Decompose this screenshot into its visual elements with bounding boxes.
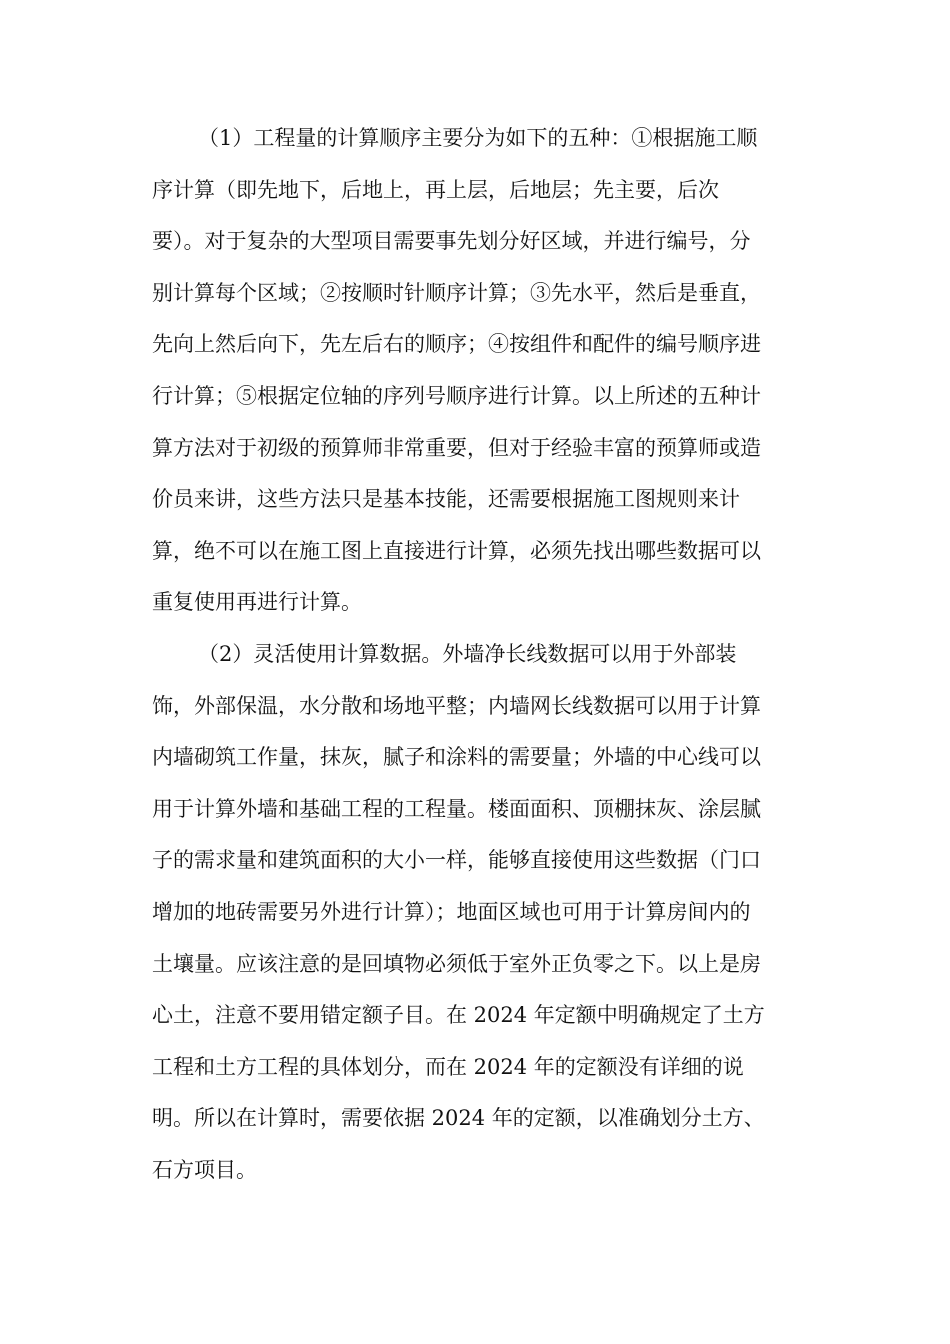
text-line: 工程和土方工程的具体划分，而在 2024 年的定额没有详细的说 bbox=[152, 1054, 744, 1079]
text-line: 内墙砌筑工作量，抹灰，腻子和涂料的需要量；外墙的中心线可以 bbox=[152, 745, 761, 770]
text-line: 石方项目。 bbox=[152, 1157, 257, 1182]
text-line: 行计算；⑤根据定位轴的序列号顺序进行计算。以上所述的五种计 bbox=[152, 383, 761, 408]
text-line: 要）。对于复杂的大型项目需要事先划分好区域，并进行编号，分 bbox=[152, 229, 751, 254]
text-line: 先向上然后向下，先左后右的顺序；④按组件和配件的编号顺序进 bbox=[152, 332, 761, 357]
text-line: 用于计算外墙和基础工程的工程量。楼面面积、顶棚抹灰、涂层腻 bbox=[152, 796, 761, 821]
text-line: 增加的地砖需要另外进行计算）；地面区域也可用于计算房间内的 bbox=[152, 899, 751, 924]
text-line: 算方法对于初级的预算师非常重要，但对于经验丰富的预算师或造 bbox=[152, 435, 761, 460]
text-line: 心土，注意不要用错定额子目。在 2024 年定额中明确规定了土方 bbox=[152, 1003, 765, 1028]
text-line: 价员来讲，这些方法只是基本技能，还需要根据施工图规则来计 bbox=[152, 487, 740, 512]
paragraph-1 bbox=[152, 113, 800, 629]
text-line: 算，绝不可以在施工图上直接进行计算，必须先找出哪些数据可以 bbox=[152, 538, 761, 563]
text-line: （2）灵活使用计算数据。外墙净长线数据可以用于外部装 bbox=[198, 641, 737, 666]
text-line: （1）工程量的计算顺序主要分为如下的五种：①根据施工顺 bbox=[198, 126, 758, 150]
text-line: 明。所以在计算时，需要依据 2024 年的定额，以准确划分土方、 bbox=[152, 1106, 765, 1131]
text-line: 序计算（即先地下，后地上，再上层，后地层；先主要，后次 bbox=[152, 177, 719, 202]
text-line: 别计算每个区域；②按顺时针顺序计算；③先水平，然后是垂直， bbox=[152, 280, 761, 305]
text-line: 子的需求量和建筑面积的大小一样，能够直接使用这些数据（门口 bbox=[152, 848, 761, 873]
paragraph-2 bbox=[152, 629, 800, 1197]
text-line: 饰，外部保温，水分散和场地平整；内墙网长线数据可以用于计算 bbox=[152, 693, 761, 718]
text-line: 土壤量。应该注意的是回填物必须低于室外正负零之下。以上是房 bbox=[152, 951, 761, 976]
text-line: 重复使用再进行计算。 bbox=[152, 590, 362, 615]
document-body bbox=[152, 113, 800, 1196]
